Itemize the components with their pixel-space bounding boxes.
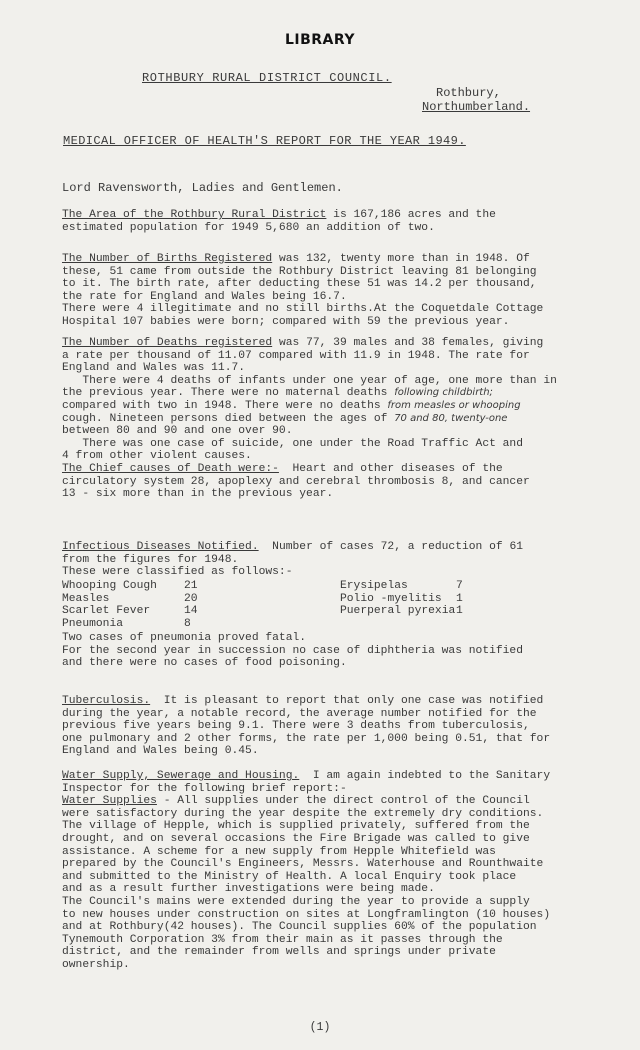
address-line-1: Rothbury,: [436, 86, 501, 100]
area-paragraph: The Area of the Rothbury Rural District is 167,186 acres and the estimated population for 1949 5,680 an addition of two.: [62, 209, 496, 234]
water-heading: Water Supply, Sewerage and Housing.: [62, 770, 300, 782]
causes-heading: The Chief causes of Death were:-: [62, 462, 279, 475]
disease-table-left: [62, 580, 214, 630]
tuberculosis-heading: Tuberculosis.: [62, 695, 151, 707]
infectious-followup: Two cases of pneumonia proved fatal. For the second year in succession no case of diphtheria was notified and there were no cases of food poisoning.: [62, 632, 523, 670]
births-paragraph: The Number of Births Registered was 132, twenty more than in 1948. Of these, 51 came from outside the Rothbury District leaving 81 belonging to it. The birth rate, after deducting these 51 was 14.2 per thousand, the rate for England and Wales being 16.7. There were 4 illegitimate and no still births.At the Coquetdale Cottage Hospital 107 babies were born; compared with 59 the previous year.: [62, 253, 544, 328]
births-heading: The Number of Births Registered: [62, 253, 273, 265]
address-line-2: Northumberland.: [422, 100, 531, 114]
table-row: Measles 20: [62, 592, 198, 605]
table-row: Puerperal pyrexia 1: [340, 605, 463, 618]
table-row: Erysipelas 7: [340, 580, 463, 592]
tuberculosis-paragraph: Tuberculosis. It is pleasant to report that only one case was notified during the year, a notable record, the average number notified for the previous five years being 9.1. There were 3 deaths from tuberculosis, one pulmonary and 2 other forms, the rate per 1,000 being 0.51, that for England and Wales being 0.45.: [62, 695, 551, 758]
table-row: Scarlet Fever 14: [62, 605, 198, 618]
salutation: Lord Ravensworth, Ladies and Gentlemen.: [62, 181, 343, 195]
handwritten-note-childbirth: following childbirth;: [394, 387, 493, 399]
area-heading: The Area of the Rothbury Rural District: [62, 209, 327, 221]
page-number: (1): [309, 1021, 331, 1034]
handwritten-note-measles: from measles or whooping: [387, 399, 521, 411]
table-row: Polio -myelitis 1: [340, 592, 463, 605]
report-title: MEDICAL OFFICER OF HEALTH'S REPORT FOR THE YEAR 1949.: [63, 134, 466, 148]
council-heading: ROTHBURY RURAL DISTRICT COUNCIL.: [142, 71, 392, 85]
infectious-heading: Infectious Diseases Notified.: [62, 541, 259, 553]
deaths-paragraph: The Number of Deaths registered was 77, 39 males and 38 females, giving a rate per thousand of 11.07 compared with 11.9 in 1948. The rate for England and Wales was 11.7. There were 4 deaths of infants under one year of age, one more than in the previous year. There were no maternal deaths following childbirth; compared with two in 1948. There were no deaths from measles or whooping cough. Nineteen persons died between the ages of 70 and 80, twenty-one between 80 and 90 and one over 90. There was one case of suicide, one under the Road Traffic Act and 4 from other violent causes. The Chief causes of Death were:- Heart and other diseases of the circulatory system 28, apoplexy and cerebral thrombosis 8, and cancer 13 - six more than in the previous year.: [62, 337, 557, 501]
water-paragraph: Water Supply, Sewerage and Housing. I am again indebted to the Sanitary Inspector for the following brief report:- Water Supplies - All supplies under the direct control of the Council were satisfactory during the year despite the extremely dry conditions. The village of Hepple, which is supplied privately, suffered from the drought, and on several occasions the Fire Brigade was called to give assistance. A scheme for a new supply from Hepple Whitefield was prepared by the Council's Engineers, Messrs. Waterhouse and Rounthwaite and submitted to the Ministry of Health. A local Enquiry took place and as a result further investigations were being made. The Council's mains were extended during the year to provide a supply to new houses under construction on sites at Longframlington (10 houses) and at Rothbury(42 houses). The Council supplies 60% of the population Tynemouth Corporation 3% from their main as it passes through the district, and the remainder from wells and springs under private ownership.: [62, 770, 551, 971]
water-subheading: Water Supplies: [62, 795, 157, 808]
deaths-heading: The Number of Deaths registered: [62, 337, 273, 349]
disease-table-right: [340, 580, 486, 618]
library-stamp: LIBRARY: [284, 32, 356, 48]
handwritten-note-ages: 70 and 80, twenty-one: [394, 412, 508, 424]
table-row: Pneumonia 8: [62, 617, 191, 630]
infectious-paragraph: Infectious Diseases Notified. Number of cases 72, a reduction of 61 from the figures for 1948. These were classified as follows:-: [62, 541, 523, 579]
table-row: Whooping Cough 21: [62, 580, 198, 592]
